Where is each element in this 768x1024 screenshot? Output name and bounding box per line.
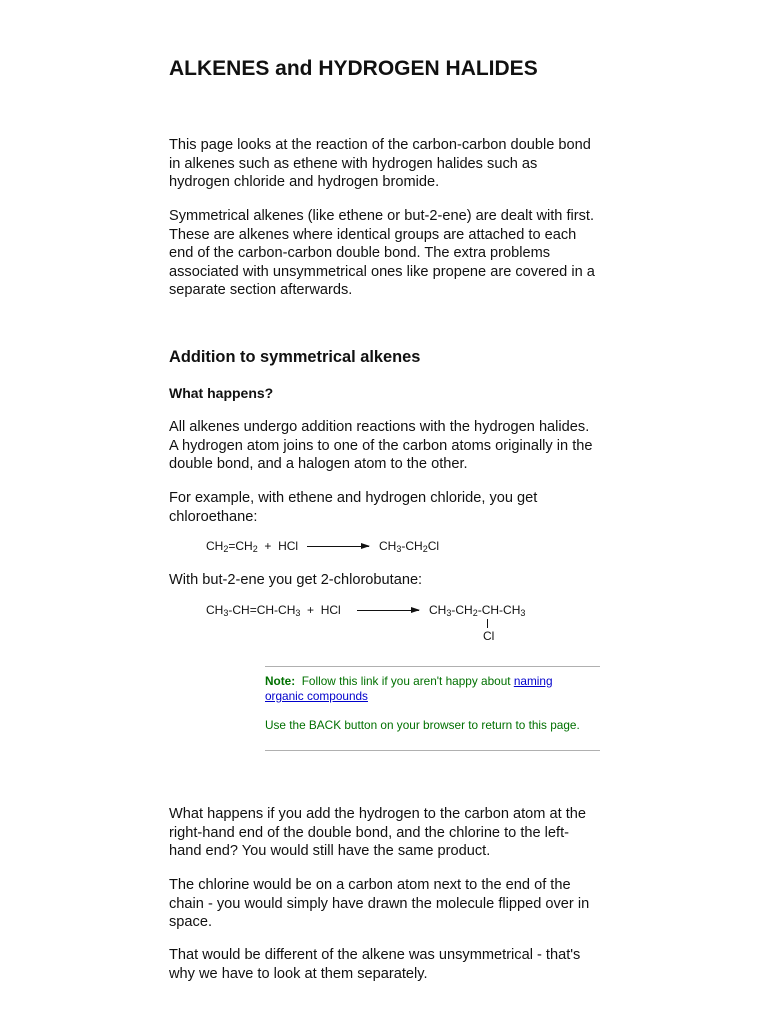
section-paragraph-3: With but-2-ene you get 2-chlorobutane: [169,572,423,588]
note-text-before-link: Follow this link if you aren't happy about [301,674,511,688]
after-paragraph-1: What happens if you add the hydrogen to the carbon atom at the right-hand end of the double bond, and the chlorine to the left-hand end? You would still have the same product. [169,806,587,860]
eq2-product: $CH_3-CH_2-CH-CH_3$ [429,603,526,618]
intro-paragraph-1: This page looks at the reaction of the carbon-carbon double bond in alkenes such as ethene with hydrogen halides such as hydrogen chloride and hydrogen bromide. [169,137,591,191]
after-paragraph-2: The chlorine would be on a carbon atom next to the end of the chain - you would simply have drawn the molecule flipped over in space. [169,877,590,931]
eq1-product: $CH_3-CH_2Cl$ [379,539,440,554]
note-back-text: Use the BACK button on your browser to return to this page. [265,718,580,732]
after-paragraph-3: That would be different of the alkene was unsymmetrical - that's why we have to look at them separately. [169,947,581,982]
naming-organic-compounds-link[interactable]: naming organic compounds [265,674,553,703]
section-subheading: What happens? [169,385,274,401]
note-label: Note: [265,674,296,688]
section-paragraph-2: For example, with ethene and hydrogen chloride, you get chloroethane: [169,490,538,525]
section-paragraph-1: All alkenes undergo addition reactions with the hydrogen halides. A hydrogen atom joins to one of the carbon atoms originally in the double bond, and a halogen atom to the other. [169,419,593,473]
note-text [265,674,575,704]
intro-paragraph-2: Symmetrical alkenes (like ethene or but-2-ene) are dealt with first. These are alkenes where identical groups are attached to each end of the carbon-carbon double bond. The extra problems associated with unsymmetrical ones like propene are covered in a separate section afterwards. [169,208,595,299]
eq2-reactants: $CH_3-CH=CH-CH_3$ + HCl [206,603,341,618]
eq2-substituent: Cl [483,629,495,643]
bond-line [487,619,488,628]
reaction-arrow [307,546,369,547]
eq1-reactants: $CH_2=CH_2$ + HCl [206,539,299,554]
note-box [265,666,600,751]
reaction-arrow [357,610,419,611]
page-title: ALKENES and HYDROGEN HALIDES [169,57,538,80]
section-heading: Addition to symmetrical alkenes [169,348,421,366]
